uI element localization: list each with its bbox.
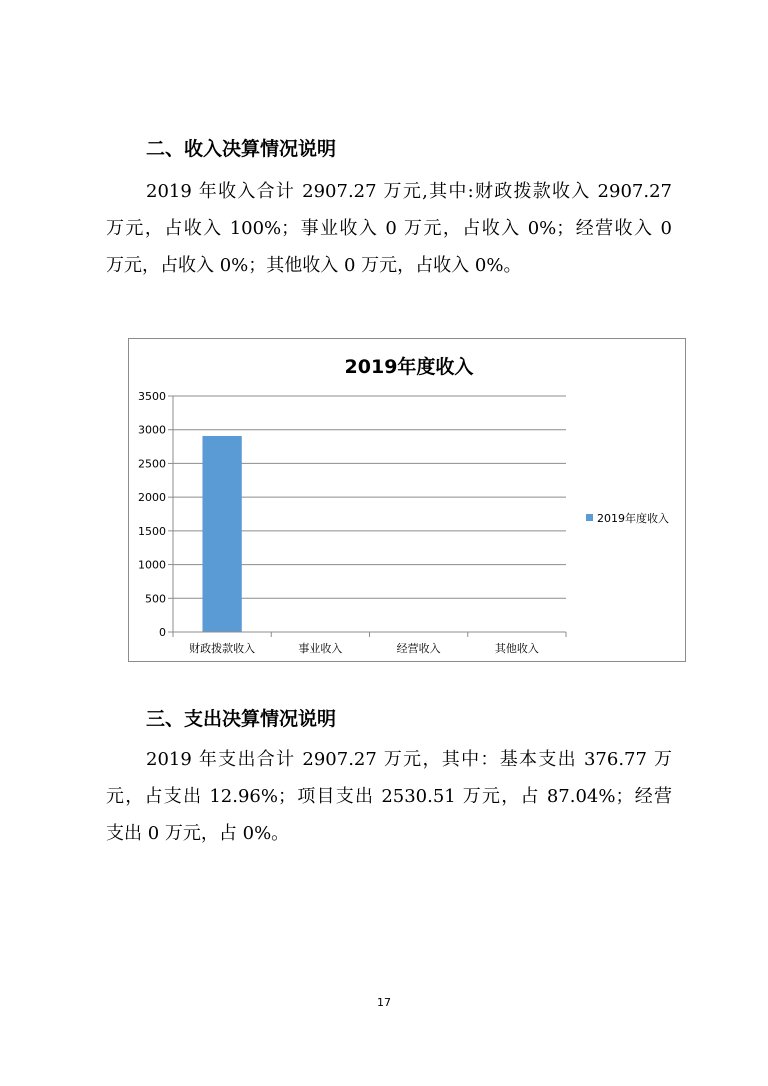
x-tick-label: 事业收入 (298, 642, 343, 655)
section-2-heading: 二、收入决算情况说明 (146, 138, 337, 160)
paragraph-line: 2019 年收入合计 2907.27 万元,其中:财政拨款收入 2907.27 (146, 181, 672, 202)
paragraph-line: 2019 年支出合计 2907.27 万元，其中：基本支出 376.77 万 (146, 749, 672, 770)
income-bar-chart (128, 338, 686, 662)
section-3-paragraph (106, 741, 672, 852)
y-tick-label: 3500 (138, 390, 166, 403)
y-tick-label: 3000 (138, 423, 166, 437)
legend-label: 2019年度收入 (597, 512, 669, 525)
y-tick-label: 500 (145, 592, 166, 606)
section-2-paragraph (106, 173, 672, 284)
paragraph-line: 支出 0 万元，占 0%。 (106, 823, 290, 844)
y-tick-label: 0 (159, 626, 166, 639)
y-tick-label: 2000 (138, 491, 166, 505)
page-number: 17 (377, 996, 391, 1009)
x-tick-label: 其他收入 (494, 642, 539, 655)
chart-title: 2019年度收入 (344, 356, 474, 378)
x-tick-label: 经营收入 (396, 642, 441, 655)
paragraph-line: 万元，占收入 0%；其他收入 0 万元，占收入 0%。 (106, 255, 522, 276)
paragraph-line: 万元，占收入 100%；事业收入 0 万元，占收入 0%；经营收入 0 (106, 218, 672, 239)
bar (202, 436, 241, 632)
y-tick-label: 2500 (138, 457, 166, 471)
section-3-heading: 三、支出决算情况说明 (146, 708, 337, 730)
legend-swatch (586, 514, 593, 521)
chart-canvas (129, 339, 685, 661)
y-tick-label: 1500 (138, 524, 166, 538)
x-tick-label: 财政拨款收入 (189, 642, 256, 655)
paragraph-line: 元，占支出 12.96%；项目支出 2530.51 万元，占 87.04%；经营 (106, 786, 672, 807)
y-tick-label: 1000 (138, 558, 166, 572)
